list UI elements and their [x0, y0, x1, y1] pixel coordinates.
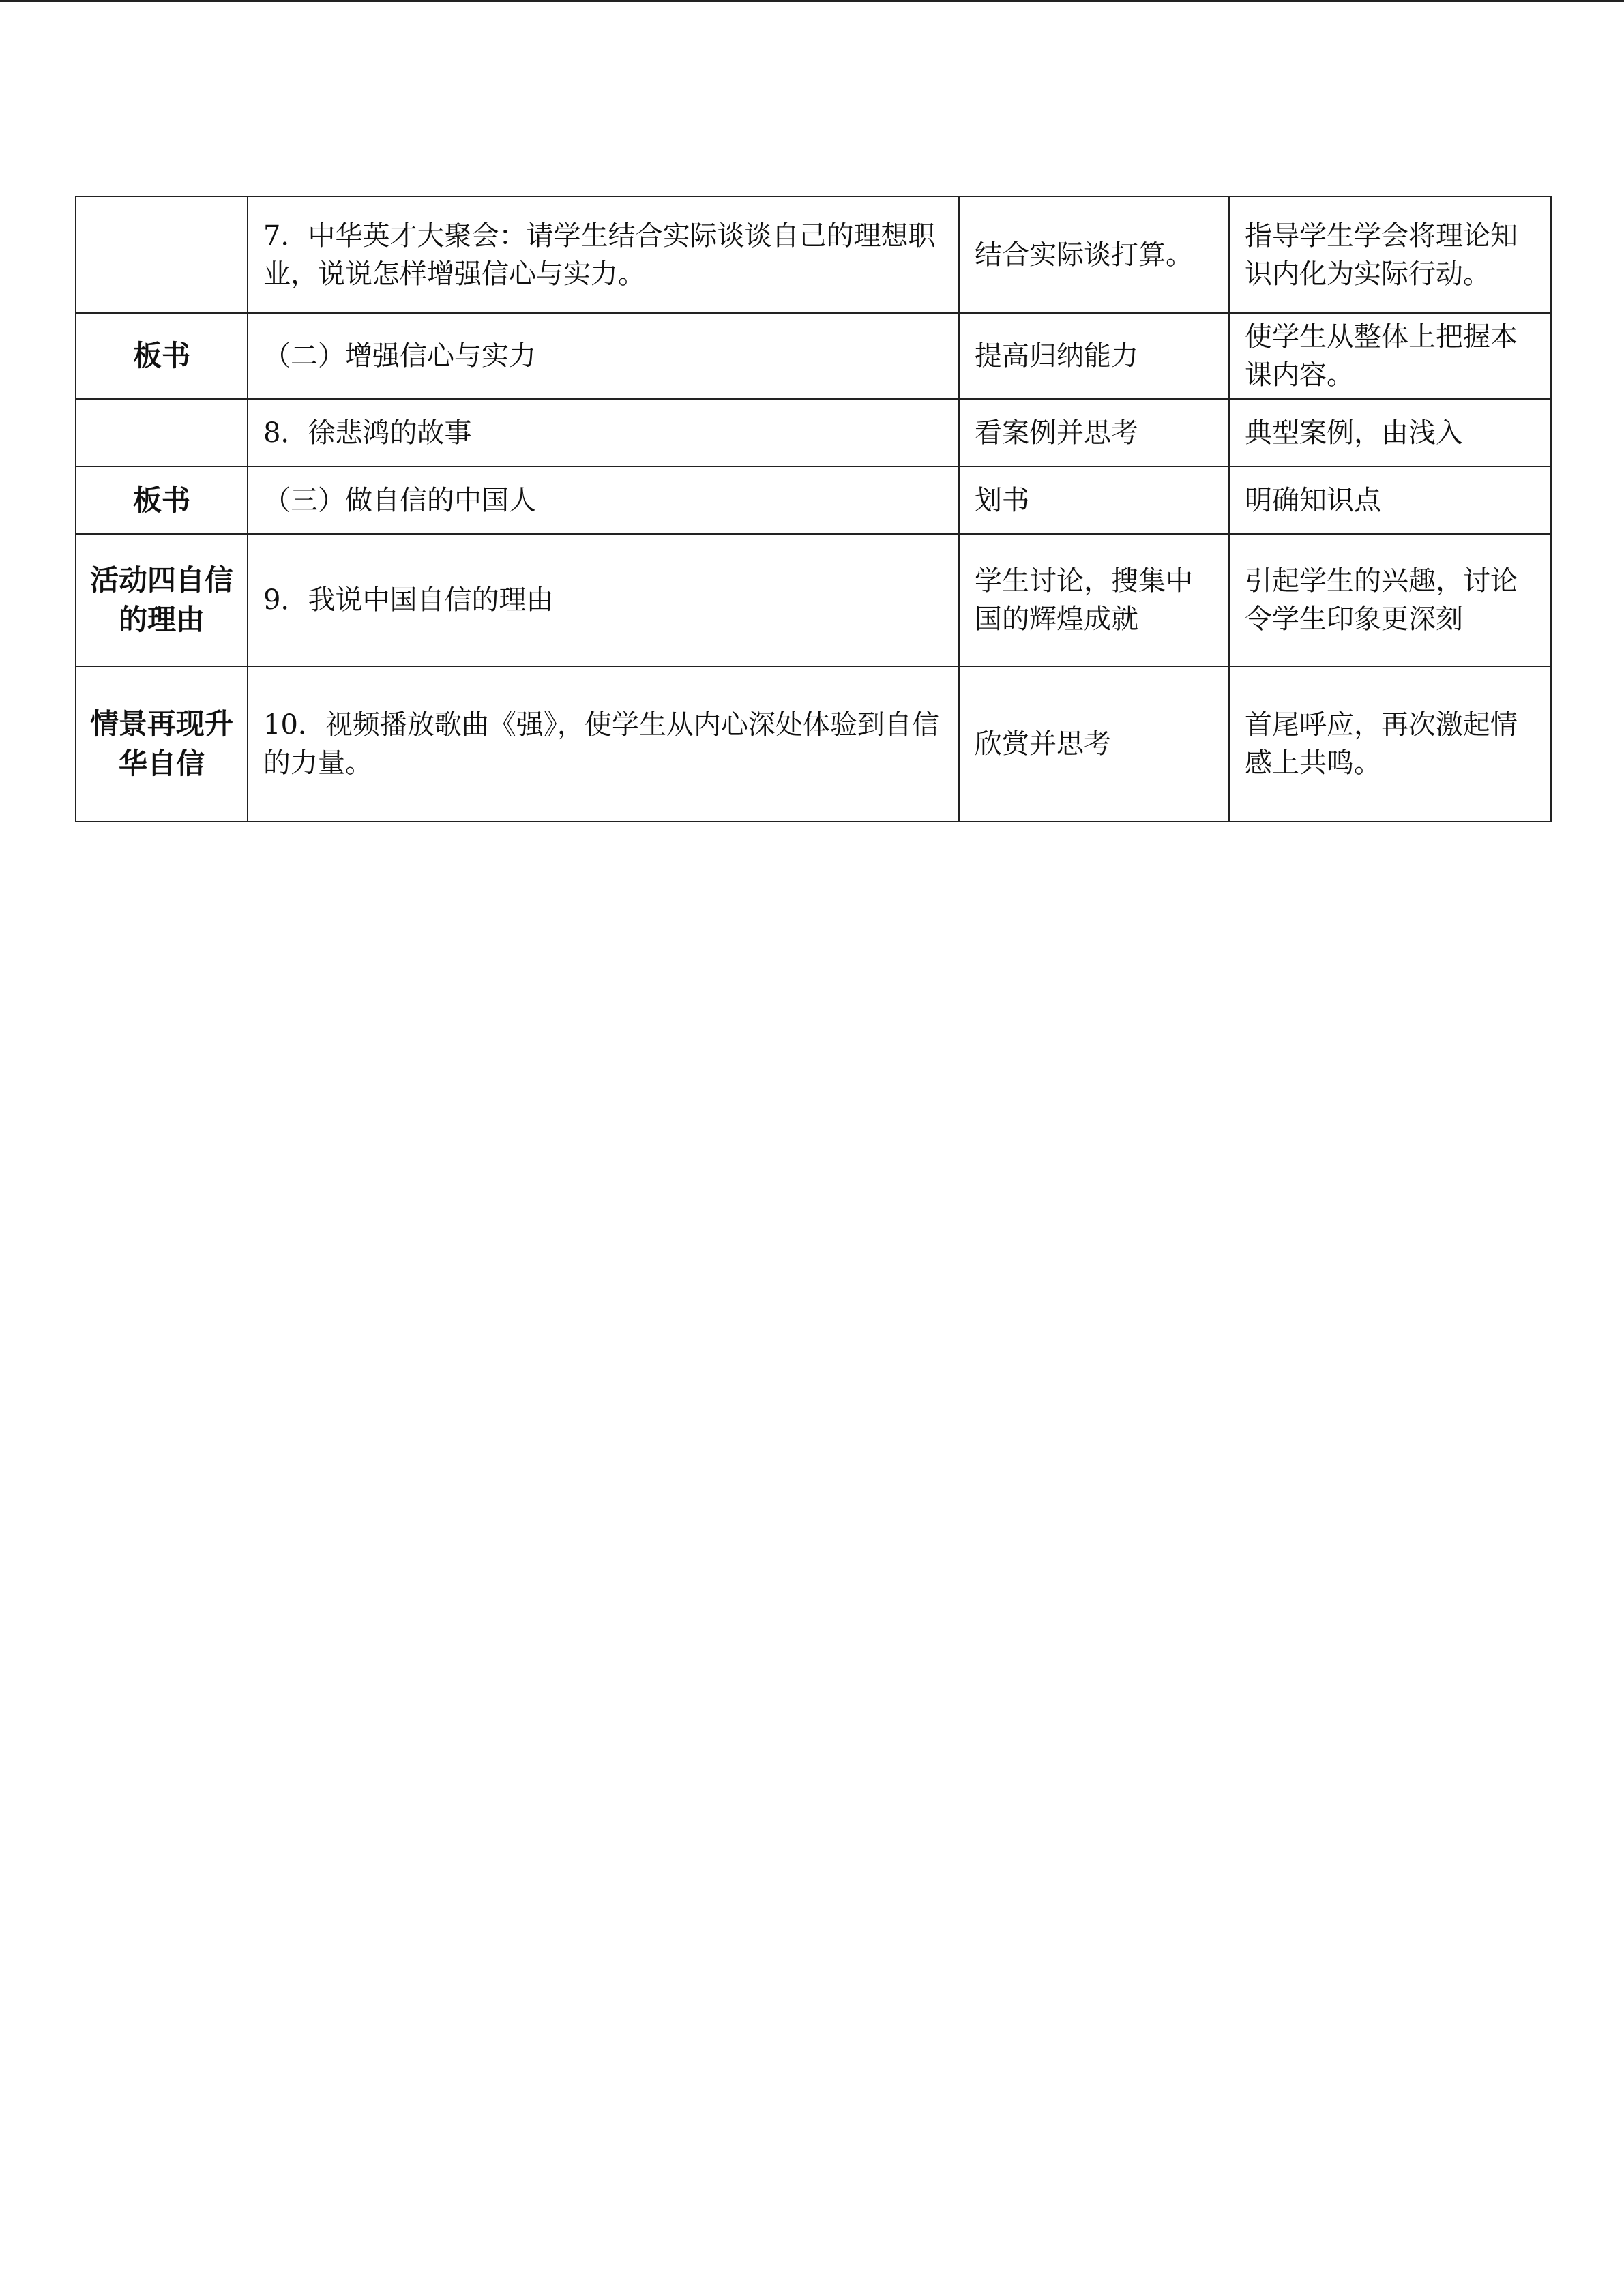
- student-activity-cell: 看案例并思考: [959, 399, 1229, 466]
- student-activity-cell: 学生讨论，搜集中国的辉煌成就: [959, 534, 1229, 666]
- teaching-content-cell: 7．中华英才大聚会：请学生结合实际谈谈自己的理想职业，说说怎样增强信心与实力。: [248, 196, 959, 313]
- stage-label-cell: [76, 399, 248, 466]
- teaching-content-cell: 9．我说中国自信的理由: [248, 534, 959, 666]
- student-activity-cell: 欣赏并思考: [959, 666, 1229, 822]
- table-row: [76, 466, 1551, 534]
- student-activity-cell: 划书: [959, 466, 1229, 534]
- table-row: [76, 666, 1551, 822]
- stage-label-cell: 活动四自信的理由: [76, 534, 248, 666]
- student-activity-cell: 结合实际谈打算。: [959, 196, 1229, 313]
- page-top-border: [0, 0, 1624, 2]
- design-intent-cell: 引起学生的兴趣，讨论令学生印象更深刻: [1229, 534, 1551, 666]
- teaching-content-cell: 8．徐悲鸿的故事: [248, 399, 959, 466]
- design-intent-cell: 使学生从整体上把握本课内容。: [1229, 313, 1551, 399]
- stage-label-cell: [76, 196, 248, 313]
- lesson-plan-table: [75, 196, 1552, 822]
- table-row: [76, 534, 1551, 666]
- design-intent-cell: 指导学生学会将理论知识内化为实际行动。: [1229, 196, 1551, 313]
- stage-label-cell: 板书: [76, 466, 248, 534]
- stage-label-cell: 情景再现升华自信: [76, 666, 248, 822]
- teaching-content-cell: （二）增强信心与实力: [248, 313, 959, 399]
- design-intent-cell: 明确知识点: [1229, 466, 1551, 534]
- table-row: [76, 196, 1551, 313]
- design-intent-cell: 典型案例，由浅入: [1229, 399, 1551, 466]
- teaching-content-cell: 10．视频播放歌曲《强》，使学生从内心深处体验到自信的力量。: [248, 666, 959, 822]
- design-intent-cell: 首尾呼应，再次激起情感上共鸣。: [1229, 666, 1551, 822]
- teaching-content-cell: （三）做自信的中国人: [248, 466, 959, 534]
- table-row: [76, 399, 1551, 466]
- student-activity-cell: 提高归纳能力: [959, 313, 1229, 399]
- stage-label-cell: 板书: [76, 313, 248, 399]
- table-row: [76, 313, 1551, 399]
